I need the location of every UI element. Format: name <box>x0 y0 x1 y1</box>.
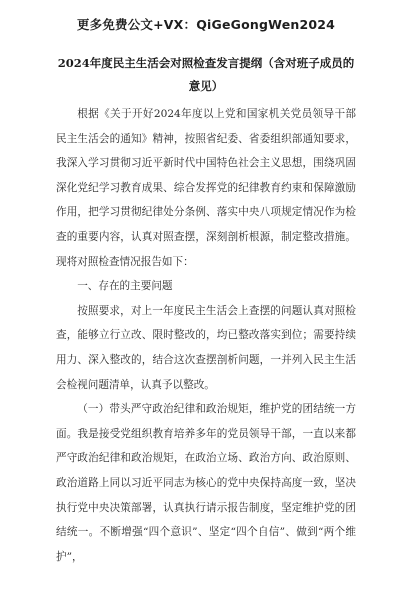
document-body <box>56 102 356 569</box>
body-paragraph: 按照要求，对上一年度民主生活会上查摆的问题认真对照检查，能够立行立改、限时整改的，均已整改落实到位；需要持续用力、深入整改的，结合这次查摆剖析问题，一并列入民主生活会检视问题清单，认真予以整改。 <box>56 304 356 391</box>
document-title: 2024年度民主生活会对照检查发言提纲（含对班子成员的意见） <box>57 56 355 93</box>
intro-paragraph: 根据《关于开好2024年度以上党和国家机关党员领导干部民主生活会的通知》精神，按照省纪委、省委组织部通知要求，我深入学习贯彻习近平新时代中国特色社会主义思想，围绕巩固深化党纪学习教育成果、综合发挥党的纪律教育约束和保障激励作用，把学习贯彻纪律处分条例、落实中央八项规定情况作为检查的重要内容，认真对照查摆，深刻剖析根源，制定整改措施。现将对照检查情况报告如下： <box>56 108 356 268</box>
promo-banner: 更多免费公文+VX：QiGeGongWen2024 <box>76 17 336 32</box>
section-heading: 一、存在的主要问题 <box>77 280 173 293</box>
body-paragraph: （一）带头严守政治纪律和政治规矩，维护党的团结统一方面。我是接受党组织教育培养多年的党员领导干部，一直以来都严守政治纪律和政治规矩，在政治立场、政治方向、政治原则、政治道路上同以习近平同志为核心的党中央保持高度一致，坚决执行党中央决策部署，认真执行请示报告制度，坚定维护党的团结统一。不断增强“四个意识”、坚定“四个自信”、做到“两个维护”， <box>56 403 356 563</box>
document-page <box>0 14 410 594</box>
